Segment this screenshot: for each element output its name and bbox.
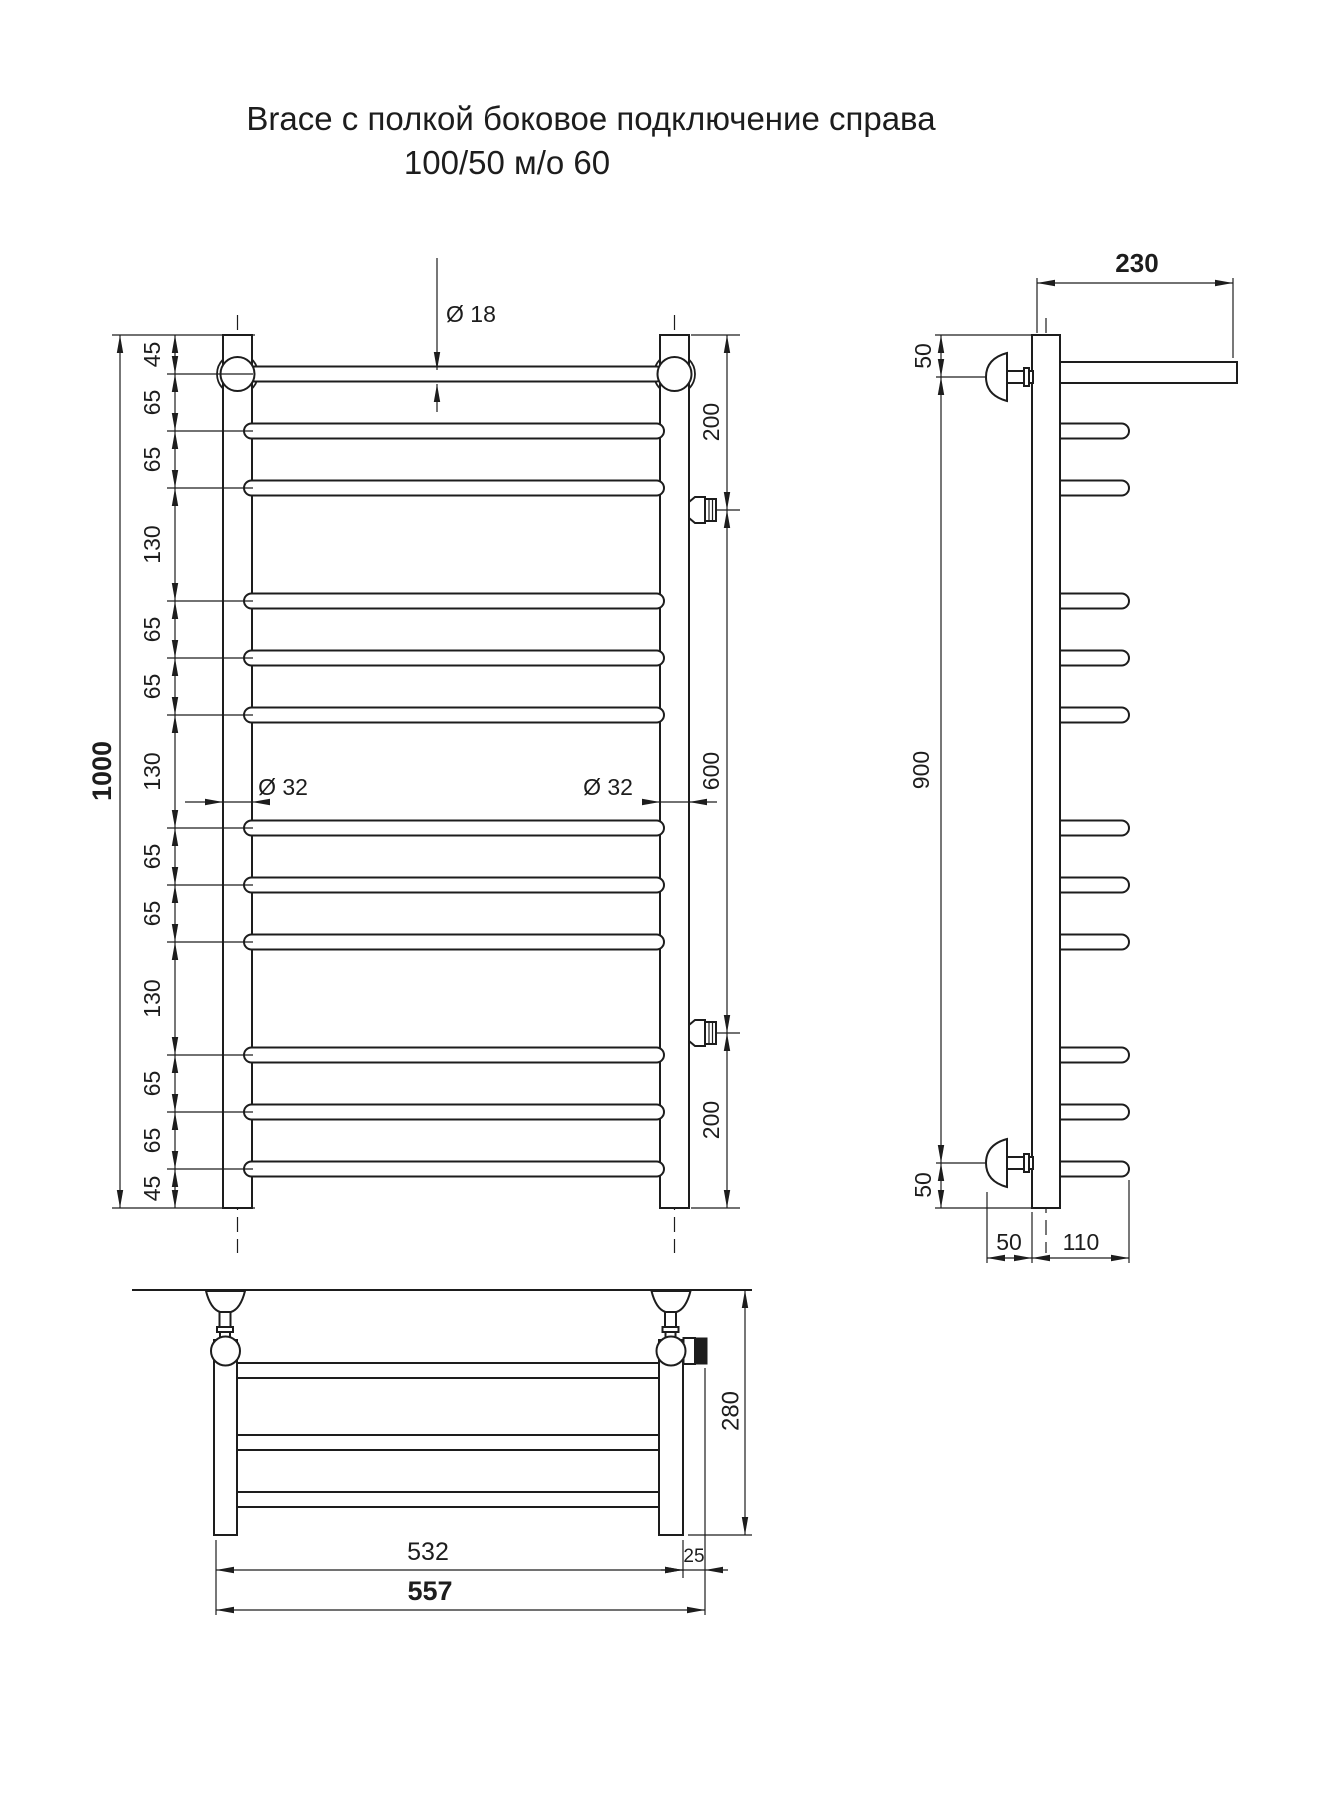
bottom-bracket-stem bbox=[1007, 1157, 1024, 1169]
rung bbox=[244, 651, 664, 666]
front-view bbox=[87, 258, 740, 1253]
rung-side bbox=[1053, 821, 1129, 836]
dim-label-depth: 280 bbox=[717, 1390, 745, 1432]
dim-label: 50 bbox=[910, 1172, 936, 1198]
dim-label-collector-diameter: Ø 32 bbox=[583, 774, 633, 800]
dim-label: 65 bbox=[139, 616, 165, 643]
plan-left-bracket-stem bbox=[220, 1312, 231, 1327]
rung bbox=[244, 878, 664, 893]
dim-label: 45 bbox=[139, 341, 165, 368]
shelf-bar bbox=[237, 1363, 659, 1378]
dim-label-shelf-depth: 230 bbox=[1115, 248, 1159, 278]
shelf-bar bbox=[237, 1492, 659, 1507]
rung bbox=[244, 1162, 664, 1177]
shelf-side-plate-right bbox=[659, 1340, 683, 1535]
right-collector-tube bbox=[660, 335, 689, 1208]
shelf-pivot-ball-right bbox=[658, 357, 692, 391]
rung bbox=[244, 821, 664, 836]
dim-label: 110 bbox=[1062, 1229, 1100, 1255]
rung bbox=[244, 935, 664, 950]
dim-label-rail-width: 532 bbox=[407, 1538, 449, 1566]
plan-valve-black-cap bbox=[695, 1338, 707, 1364]
page-subtitle: 100/50 м/о 60 bbox=[403, 144, 611, 181]
dim-label: 130 bbox=[139, 752, 165, 791]
dim-label: 65 bbox=[139, 900, 165, 927]
dim-label-collector-diameter: Ø 32 bbox=[258, 774, 308, 800]
dim-label: 600 bbox=[698, 751, 724, 791]
upper-valve-thread bbox=[705, 499, 716, 521]
rung-side bbox=[1053, 1105, 1129, 1120]
lower-valve bbox=[689, 1020, 716, 1046]
dim-label-overall-width: 557 bbox=[407, 1576, 453, 1606]
dim-label: 200 bbox=[698, 1100, 724, 1140]
dim-label-rung-diameter: Ø 18 bbox=[446, 301, 496, 327]
rung bbox=[244, 367, 664, 382]
dim-label: 200 bbox=[698, 402, 724, 442]
plan-left-bracket-bell bbox=[206, 1291, 245, 1312]
rung bbox=[244, 481, 664, 496]
shelf-side bbox=[1060, 362, 1237, 383]
dim-label: 900 bbox=[908, 750, 934, 790]
bottom-bracket-bell bbox=[986, 1139, 1007, 1187]
top-bracket-bell bbox=[986, 353, 1007, 401]
dim-label: 65 bbox=[139, 673, 165, 700]
top-wall-bracket bbox=[986, 353, 1033, 401]
dim-label: 45 bbox=[139, 1175, 165, 1202]
top-bracket-nut bbox=[1029, 371, 1033, 383]
plan-right-bracket-stem bbox=[665, 1312, 676, 1327]
rung bbox=[244, 424, 664, 439]
side-view bbox=[908, 248, 1237, 1263]
top-view bbox=[132, 1290, 752, 1615]
bottom-bracket-nut bbox=[1029, 1157, 1033, 1169]
plan-right-bracket-bell bbox=[652, 1291, 691, 1312]
lower-valve-body bbox=[689, 1020, 705, 1046]
rung-side bbox=[1053, 708, 1129, 723]
rung-side bbox=[1053, 481, 1129, 496]
rung-side bbox=[1053, 424, 1129, 439]
rung-side bbox=[1053, 651, 1129, 666]
plan-right-bracket bbox=[652, 1291, 691, 1338]
side-collector-tube bbox=[1032, 335, 1060, 1208]
rung bbox=[244, 708, 664, 723]
shelf-side-plate-left bbox=[214, 1340, 237, 1535]
dim-label: 130 bbox=[139, 525, 165, 564]
dim-label: 65 bbox=[139, 446, 165, 473]
plan-left-bracket bbox=[206, 1291, 245, 1338]
left-collector-tube bbox=[223, 335, 252, 1208]
rung-side bbox=[1053, 1162, 1129, 1177]
rung bbox=[244, 594, 664, 609]
rung bbox=[244, 1048, 664, 1063]
dim-label-valve-offset: 25 bbox=[683, 1546, 705, 1567]
dim-label: 50 bbox=[996, 1229, 1022, 1255]
dim-label-overall-height: 1000 bbox=[87, 740, 117, 802]
top-bracket-stem bbox=[1007, 371, 1024, 383]
upper-valve-body bbox=[689, 497, 705, 523]
page-title: Brace с полкой боковое подключение справа bbox=[246, 100, 936, 137]
upper-valve bbox=[689, 497, 716, 523]
dim-label: 130 bbox=[139, 979, 165, 1018]
plan-pivot-ball-left bbox=[211, 1337, 240, 1366]
bottom-wall-bracket bbox=[986, 1139, 1033, 1187]
plan-pivot-ball-right bbox=[657, 1337, 686, 1366]
rung-side bbox=[1053, 878, 1129, 893]
rung bbox=[244, 1105, 664, 1120]
dim-label: 65 bbox=[139, 1127, 165, 1154]
shelf-bar bbox=[237, 1435, 659, 1450]
dim-label: 50 bbox=[910, 343, 936, 369]
rung-side bbox=[1053, 935, 1129, 950]
lower-valve-thread bbox=[705, 1022, 716, 1044]
dim-label: 65 bbox=[139, 389, 165, 416]
dim-label: 65 bbox=[139, 843, 165, 870]
rung-side bbox=[1053, 594, 1129, 609]
rung-side bbox=[1053, 1048, 1129, 1063]
dim-label: 65 bbox=[139, 1070, 165, 1097]
